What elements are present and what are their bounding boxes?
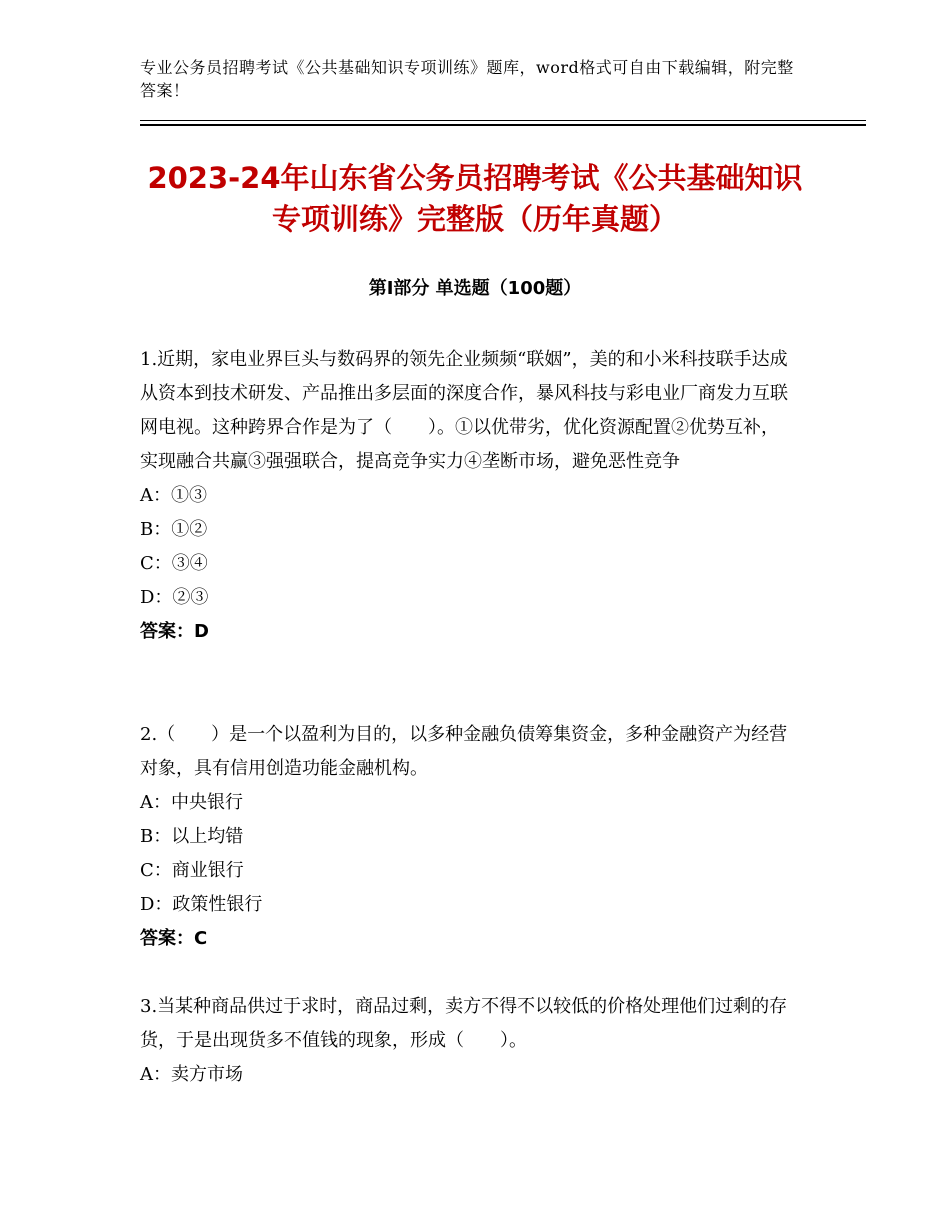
option-a: A：①③ bbox=[140, 485, 207, 506]
question-text: 1.近期，家电业界巨头与数码界的领先企业频频“联姻”，美的和小米科技联手达成从资本到技术研发、产品推出多层面的深度合作，暴风科技与彩电业厂商发力互联网电视。这种跨界合作是为了（ ）。①以优带劣，优化资源配置②优势互补，实现融合共赢③强强联合，提高竞争实力④垄断市场，避免恶性竞争 bbox=[140, 349, 788, 472]
question-text: 2.（ ）是一个以盈利为目的，以多种金融负债筹集资金，多种金融资产为经营对象，具有信用创造功能金融机构。 bbox=[140, 724, 788, 779]
option-b: B：①② bbox=[140, 519, 208, 540]
option-a: A：中央银行 bbox=[140, 792, 243, 813]
option-d: D：②③ bbox=[140, 587, 209, 608]
answer: 答案：C bbox=[140, 928, 208, 949]
header-rule-thick bbox=[140, 124, 866, 126]
section-title: 第Ⅰ部分 单选题（100题） bbox=[368, 278, 582, 299]
header-note: 专业公务员招聘考试《公共基础知识专项训练》题库，word格式可自由下载编辑，附完整答案！ bbox=[140, 58, 794, 100]
option-c: C：商业银行 bbox=[140, 860, 244, 881]
option-c: C：③④ bbox=[140, 553, 208, 574]
question-text: 3.当某种商品供过于求时，商品过剩，卖方不得不以较低的价格处理他们过剩的存货，于是出现货多不值钱的现象，形成（ ）。 bbox=[140, 996, 788, 1051]
question-2 bbox=[140, 718, 796, 956]
header-rule-thin bbox=[140, 120, 866, 121]
option-b: B：以上均错 bbox=[140, 826, 244, 847]
answer: 答案：D bbox=[140, 621, 209, 642]
option-d: D：政策性银行 bbox=[140, 894, 263, 915]
question-1 bbox=[140, 343, 796, 649]
document-title: 2023-24年山东省公务员招聘考试《公共基础知识专项训练》完整版（历年真题） bbox=[147, 161, 803, 236]
question-3 bbox=[140, 990, 796, 1092]
option-a: A：卖方市场 bbox=[140, 1064, 243, 1085]
